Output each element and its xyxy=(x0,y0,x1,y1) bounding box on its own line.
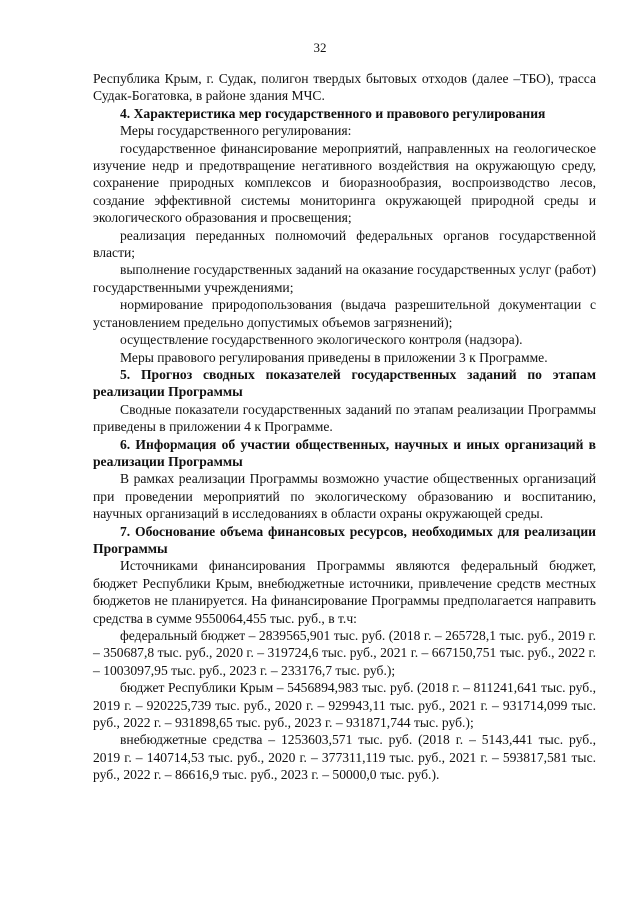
paragraph-legal-measures: Меры правового регулирования приведены в приложении 3 к Программе. xyxy=(120,349,548,365)
list-item-crimea-budget: бюджет Республики Крым – 5456894,983 тыс. руб. (2018 г. – 811241,641 тыс. руб., 2019 г. – 920225,739 тыс. руб., 2020 г. – 929943,11 тыс. руб., 2021 г. – 931714,099 тыс. руб., 2022 г. – 931898,65 тыс. руб., 2023 г. – 931871,744 тыс. руб.); xyxy=(93,680,596,731)
heading-section-6: 6. Информация об участии общественных, научных и иных организаций в реализации Программы xyxy=(93,436,596,469)
list-item-extrabudgetary-funds: внебюджетные средства – 1253603,571 тыс. руб. (2018 г. – 5143,441 тыс. руб., 2019 г. – 140714,53 тыс. руб., 2020 г. – 377311,119 тыс. руб., 2021 г. – 593817,581 тыс. руб., 2022 г. – 86616,9 тыс. руб., 2023 г. – 50000,0 тыс. руб.). xyxy=(93,732,596,783)
list-item-delegated-powers: реализация переданных полномочий федеральных органов государственной власти; xyxy=(93,227,596,261)
paragraph-funding-sources: Источниками финансирования Программы являются федеральный бюджет, бюджет Республики Крым, внебюджетные источники, привлечение средств местных бюджетов не планируется. На финансирование Программы предполагается направить средства в сумме 9550064,455 тыс. руб., в т.ч: xyxy=(93,558,596,626)
list-item-state-assignments: выполнение государственных заданий на оказание государственных услуг (работ) государственными учреждениями; xyxy=(93,262,596,295)
paragraph-landfill-location: Республика Крым, г. Судак, полигон твердых бытовых отходов (далее –ТБО), трасса Судак-Богатовка, в районе здания МЧС. xyxy=(93,71,596,104)
list-item-state-financing: государственное финансирование мероприятий, направленных на геологическое изучение недр и предотвращение негативного воздействия на окружающую среду, сохранение природных комплексов и биоразнообразия, воспроизводство лесов, создание эффективной системы мониторинга окружающей природной среды и экологического образования и просвещения; xyxy=(93,140,596,226)
paragraph-summary-indicators: Сводные показатели государственных заданий по этапам реализации Программы приведены в приложении 4 к Программе. xyxy=(93,401,596,435)
heading-section-4: 4. Характеристика мер государственного и правового регулирования xyxy=(120,105,546,121)
paragraph-organizations-participation: В рамках реализации Программы возможно участие общественных организаций при проведении мероприятий по экологическому образованию и воспитанию, научных организаций в исследованиях в области охраны окружающей среды. xyxy=(93,471,596,522)
heading-section-7: 7. Обоснование объема финансовых ресурсов, необходимых для реализации Программы xyxy=(93,523,596,556)
document-body xyxy=(93,70,596,784)
list-item-nature-use-rationing: нормирование природопользования (выдача разрешительной документации с установлением предельно допустимых объемов загрязнений); xyxy=(93,297,596,330)
page-number: 32 xyxy=(313,40,327,55)
list-item-ecological-control: осуществление государственного экологического контроля (надзора). xyxy=(120,332,523,348)
heading-section-5: 5. Прогноз сводных показателей государственных заданий по этапам реализации Программы xyxy=(93,366,596,400)
list-item-federal-budget: федеральный бюджет – 2839565,901 тыс. руб. (2018 г. – 265728,1 тыс. руб., 2019 г. – 350687,8 тыс. руб., 2020 г. – 319724,6 тыс. руб., 2021 г. – 667150,751 тыс. руб., 2022 г. – 1003097,95 тыс. руб., 2023 г. – 233176,7 тыс. руб.); xyxy=(93,628,596,678)
paragraph-state-measures-intro: Меры государственного регулирования: xyxy=(120,123,352,139)
